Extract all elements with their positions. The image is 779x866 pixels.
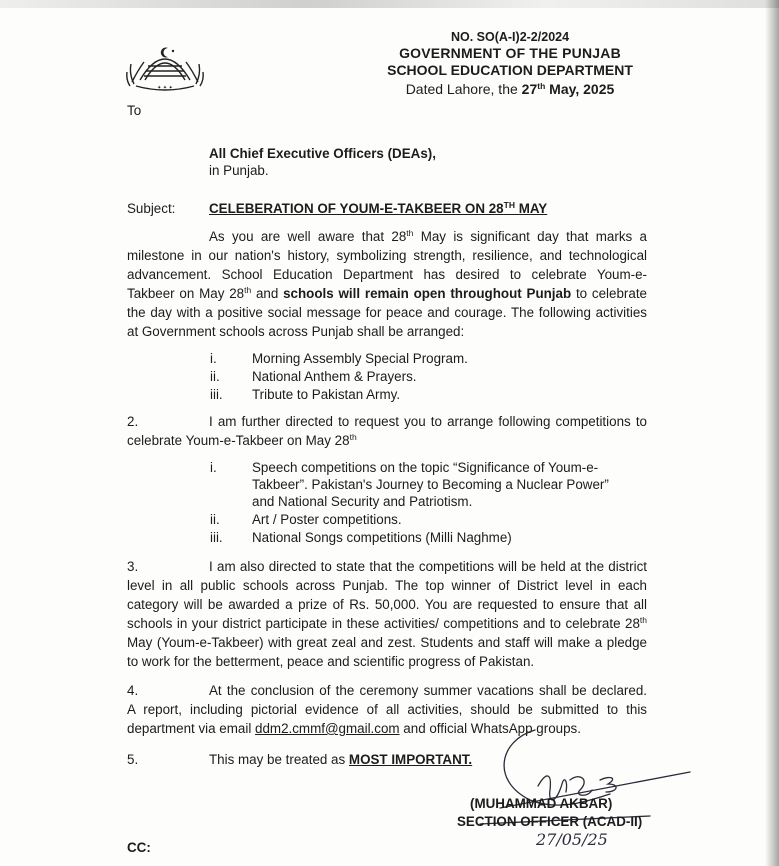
list-item: Morning Assembly Special Program. bbox=[252, 351, 468, 366]
list-item: and National Security and Patriotism. bbox=[252, 494, 473, 509]
scan-top-edge bbox=[0, 0, 779, 8]
subject-text: CELEBERATION OF YOUM-E-TAKBEER ON 28TH MAY bbox=[209, 200, 548, 216]
list-item: National Anthem & Prayers. bbox=[252, 369, 417, 384]
list-item: Speech competitions on the topic “Significance of Youm-e- bbox=[252, 460, 599, 475]
para5-line: This may be treated as MOST IMPORTANT. bbox=[209, 752, 473, 767]
list-item: National Songs competitions (Milli Naghme) bbox=[252, 530, 512, 545]
list-item-number: i. bbox=[210, 351, 217, 366]
subject-label: Subject: bbox=[127, 201, 176, 216]
to-label: To bbox=[127, 103, 142, 118]
para5-number: 5. bbox=[127, 752, 139, 767]
para4-line-3: department via email ddm2.cmmf@gmail.com and official WhatsApp groups. bbox=[127, 721, 581, 736]
reference-number: NO. SO(A-I)2-2/2024 bbox=[450, 30, 570, 44]
para4-line-2: A report, including pictorial evidence of all activities, should be submitted to this bbox=[127, 702, 647, 717]
list-item: Tribute to Pakistan Army. bbox=[252, 387, 401, 402]
para3-line-6: to work for the betterment, peace and scientific progress of Pakistan. bbox=[127, 654, 535, 669]
punjab-emblem-icon bbox=[124, 40, 206, 92]
handwritten-date: 27/05/25 bbox=[536, 830, 608, 849]
government-title: GOVERNMENT OF THE PUNJAB bbox=[399, 45, 621, 61]
para3-line-3: category will be awarded a prize of Rs. 50,000. You are requested to ensure that all bbox=[127, 597, 647, 612]
addressee-line-2: in Punjab. bbox=[209, 163, 269, 178]
signatory-title: SECTION OFFICER (ACAD-II) bbox=[457, 814, 643, 829]
para1-line-4: Takbeer on May 28th and schools will remain open throughout Punjab to celebrate bbox=[127, 285, 647, 301]
scan-right-edge bbox=[765, 0, 779, 866]
para3-line-5: May (Youm-e-Takbeer) with great zeal and zest. Students and staff will make a pledge bbox=[127, 635, 647, 650]
para1-line-6: at Government schools across Punjab shall be arranged: bbox=[127, 324, 465, 339]
email-link[interactable]: ddm2.cmmf@gmail.com bbox=[255, 721, 400, 736]
para2-line-2: celebrate Youm-e-Takbeer on May 28th bbox=[127, 432, 357, 448]
dated-line: Dated Lahore, the 27th May, 2025 bbox=[405, 81, 615, 97]
list-item-number: iii. bbox=[210, 530, 223, 545]
para1-line-2: milestone in our nation's history, symbolizing strength, resilience, and technological bbox=[127, 248, 647, 263]
para1-line-5: the day with a positive social message for peace and courage. The following activities bbox=[127, 305, 647, 320]
para2-line-1: I am further directed to request you to arrange following competitions to bbox=[209, 414, 647, 429]
addressee-line-1: All Chief Executive Officers (DEAs), bbox=[209, 146, 436, 161]
list-item-number: i. bbox=[210, 460, 217, 475]
para1-line-3: advancement. School Education Department has desired to celebrate Youm-e- bbox=[127, 267, 647, 282]
list-item: Takbeer”. Pakistan's Journey to Becoming a Nuclear Power” bbox=[252, 477, 609, 492]
department-title: SCHOOL EDUCATION DEPARTMENT bbox=[387, 62, 633, 78]
para4-line-1: At the conclusion of the ceremony summer vacations shall be declared. bbox=[209, 683, 647, 698]
para3-line-4: schools in your district participate in these activities/ competitions and to celebrate 28th bbox=[127, 615, 647, 631]
para2-number: 2. bbox=[127, 414, 139, 429]
list-item-number: ii. bbox=[210, 512, 220, 527]
para1-line-1: As you are well aware that 28th May is significant day that marks a bbox=[209, 228, 647, 244]
list-item-number: iii. bbox=[210, 387, 223, 402]
svg-text:✦ ✦ ✦: ✦ ✦ ✦ bbox=[157, 85, 173, 91]
cc-label: CC: bbox=[127, 840, 151, 855]
para3-number: 3. bbox=[127, 559, 139, 574]
para4-number: 4. bbox=[127, 683, 139, 698]
para3-line-1: I am also directed to state that the competitions will be held at the district bbox=[209, 559, 647, 574]
para3-line-2: level in all public schools across Punjab. The top winner of District level in each bbox=[127, 578, 647, 593]
signatory-name: (MUHAMMAD AKBAR) bbox=[470, 796, 613, 811]
list-item-number: ii. bbox=[210, 369, 220, 384]
list-item: Art / Poster competitions. bbox=[252, 512, 402, 527]
